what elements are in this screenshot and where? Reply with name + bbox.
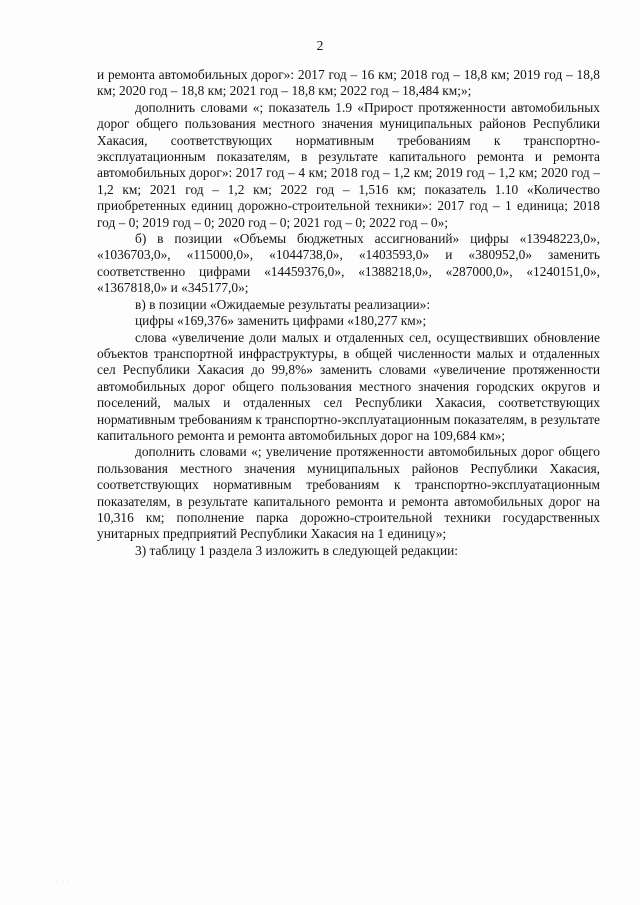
paragraph-expected-results-heading: в) в позиции «Ожидаемые результаты реализации»:	[135, 296, 431, 312]
paragraph-budget-allocations: б) в позиции «Объемы бюджетных ассигнований» цифры «13948223,0», «1036703,0», «115000,0», «1044738,0», «1403593,0» и «380952,0» заменить соответственно цифрами «14459376,0», «1388218,0», «287000,0», «1240151,0», «1367818,0» и «345177,0»;	[97, 231, 600, 296]
paragraph-continuation: и ремонта автомобильных дорог»: 2017 год – 16 км; 2018 год – 18,8 км; 2019 год – 18,8 км; 2020 год – 18,8 км; 2021 год – 18,8 км; 2022 год – 18,484 км;»;	[97, 67, 600, 99]
paragraph-table-instruction: 3) таблицу 1 раздела 3 изложить в следующей редакции:	[135, 542, 459, 558]
paragraph-add-words: дополнить словами «; увеличение протяженности автомобильных дорог общего пользования местного значения муниципальных районов Республики Хакасия, соответствующих нормативным требованиям к транспортно-эксплуатационным показателям, в результате капитального ремонта и ремонта автомобильных дорог на 10,316 км; пополнение парка дорожно-строительной техники государственных унитарных предприятий Республики Хакасия на 1 единицу»;	[97, 444, 600, 542]
paragraph-replace-figures: цифры «169,376» заменить цифрами «180,277 км»;	[135, 313, 427, 329]
scan-artifact: · · ·	[56, 879, 70, 885]
document-body	[97, 67, 600, 559]
paragraph-replace-words: слова «увеличение доли малых и отдаленных сел, осуществивших обновление объектов транспортной инфраструктуры, в общей численности малых и отдаленных сел Республики Хакасия до 99,8%» заменить словами «увеличение протяженности автомобильных дорог общего пользования местного значения городских округов и поселений, малых и отдаленных сел Республики Хакасия, соответствующих нормативным требованиям к транспортно-эксплуатационным показателям, в результате капитального ремонта и ремонта автомобильных дорог на 109,684 км»;	[97, 329, 600, 443]
page-number: 2	[316, 38, 324, 53]
paragraph-add-indicators: дополнить словами «; показатель 1.9 «Прирост протяженности автомобильных дорог общего пользования местного значения муниципальных районов Республики Хакасия, соответствующих нормативным требованиям к транспортно-эксплуатационным показателям, в результате капитального ремонта и ремонта автомобильных дорог»: 2017 год – 4 км; 2018 год – 1,2 км; 2019 год – 1,2 км; 2020 год – 1,2 км; 2021 год – 1,2 км; 2022 год – 1,516 км; показатель 1.10 «Количество приобретенных единиц дорожно-строительной техники»: 2017 год – 1 единица; 2018 год – 0; 2019 год – 0; 2020 год – 0; 2021 год – 0; 2022 год – 0»;	[97, 99, 600, 230]
